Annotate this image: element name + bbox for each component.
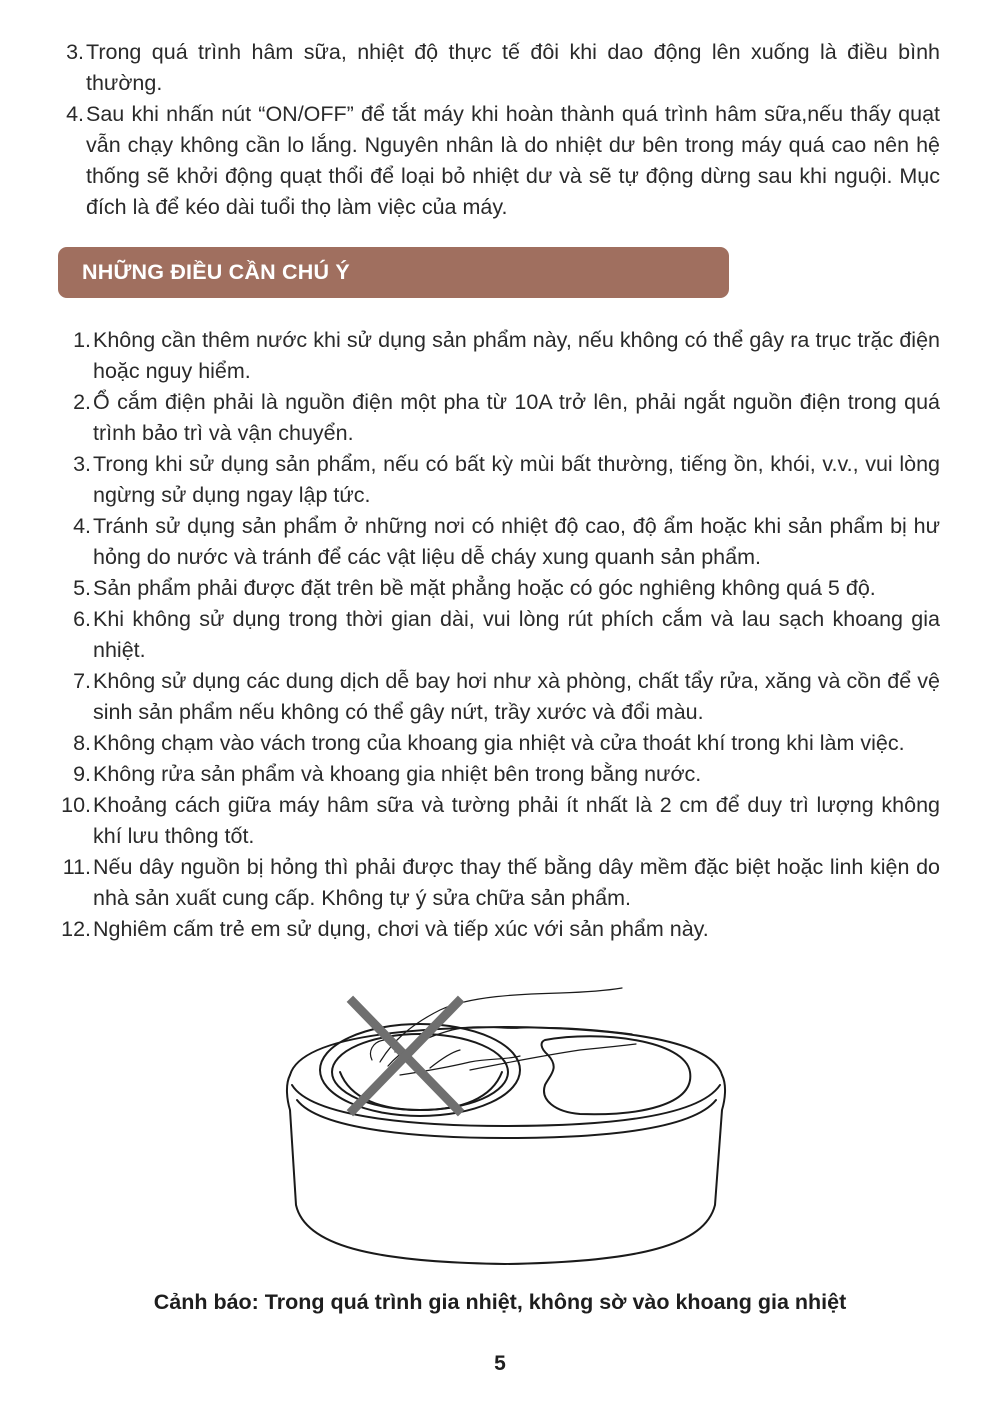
item-number: 4. xyxy=(66,102,84,126)
item-number: 12. xyxy=(61,917,91,941)
item-number: 9. xyxy=(73,762,91,786)
list-item xyxy=(0,666,1000,728)
item-number: 5. xyxy=(73,576,91,600)
item-number: 4. xyxy=(73,514,91,538)
item-number: 10. xyxy=(61,793,91,817)
item-text: Khoảng cách giữa máy hâm sữa và tường phải ít nhất là 2 cm để duy trì lượng không khí lưu thông tốt. xyxy=(93,793,940,848)
list-item xyxy=(0,37,1000,99)
item-number: 11. xyxy=(62,855,91,879)
list-item xyxy=(0,511,1000,573)
no-touch-heating-chamber-icon xyxy=(270,985,740,1275)
list-item xyxy=(0,325,1000,387)
list-item xyxy=(0,852,1000,914)
item-text: Sản phẩm phải được đặt trên bề mặt phẳng hoặc có góc nghiêng không quá 5 độ. xyxy=(93,576,876,600)
item-text: Không sử dụng các dung dịch dễ bay hơi như xà phòng, chất tẩy rửa, xăng và cồn để vệ sinh sản phẩm nếu không có thể gây nứt, trầy xước và đổi màu. xyxy=(93,669,940,724)
continued-instructions-list xyxy=(0,37,1000,223)
list-item xyxy=(0,99,1000,223)
item-text: Trong quá trình hâm sữa, nhiệt độ thực tế đôi khi dao động lên xuống là điều bình thường. xyxy=(86,40,940,95)
item-number: 1. xyxy=(73,328,91,352)
list-item xyxy=(0,387,1000,449)
list-item xyxy=(0,759,1000,790)
item-text: Không rửa sản phẩm và khoang gia nhiệt bên trong bằng nước. xyxy=(93,762,702,786)
item-number: 6. xyxy=(73,607,91,631)
item-text: Trong khi sử dụng sản phẩm, nếu có bất kỳ mùi bất thường, tiếng ồn, khói, v.v., vui lòng ngừng sử dụng ngay lập tức. xyxy=(93,452,940,507)
list-item xyxy=(0,728,1000,759)
item-number: 3. xyxy=(73,452,91,476)
item-text: Sau khi nhấn nút “ON/OFF” để tắt máy khi hoàn thành quá trình hâm sữa,nếu thấy quạt vẫn chạy không cần lo lắng. Nguyên nhân là do nhiệt dư bên trong máy quá cao nên hệ thống sẽ khởi động quạt thổi để loại bỏ nhiệt dư và sẽ tự động dừng sau khi nguội. Mục đích là để kéo dài tuổi thọ làm việc của máy. xyxy=(86,102,940,219)
item-text: Ổ cắm điện phải là nguồn điện một pha từ 10A trở lên, phải ngắt nguồn điện trong quá trình bảo trì và vận chuyển. xyxy=(93,390,940,445)
list-item xyxy=(0,914,1000,945)
item-text: Tránh sử dụng sản phẩm ở những nơi có nhiệt độ cao, độ ẩm hoặc khi sản phẩm bị hư hỏng do nước và tránh để các vật liệu dễ cháy xung quanh sản phẩm. xyxy=(93,514,940,569)
warning-caption: Cảnh báo: Trong quá trình gia nhiệt, không sờ vào khoang gia nhiệt xyxy=(153,1290,847,1314)
precautions-list xyxy=(0,325,1000,945)
page-number: 5 xyxy=(494,1352,506,1375)
item-number: 3. xyxy=(66,40,84,64)
section-title: NHỮNG ĐIỀU CẦN CHÚ Ý xyxy=(82,260,350,284)
list-item xyxy=(0,449,1000,511)
item-text: Không cần thêm nước khi sử dụng sản phẩm này, nếu không có thể gây ra trục trặc điện hoặc nguy hiểm. xyxy=(93,328,940,383)
list-item xyxy=(0,790,1000,852)
item-number: 2. xyxy=(73,390,91,414)
item-number: 8. xyxy=(73,731,91,755)
item-text: Nghiêm cấm trẻ em sử dụng, chơi và tiếp xúc với sản phẩm này. xyxy=(93,917,709,941)
list-item xyxy=(0,604,1000,666)
item-text: Khi không sử dụng trong thời gian dài, vui lòng rút phích cắm và lau sạch khoang gia nhiệt. xyxy=(93,607,940,662)
item-number: 7. xyxy=(73,669,91,693)
list-item xyxy=(0,573,1000,604)
item-text: Nếu dây nguồn bị hỏng thì phải được thay thế bằng dây mềm đặc biệt hoặc linh kiện do nhà sản xuất cung cấp. Không tự ý sửa chữa sản phẩm. xyxy=(93,855,940,910)
item-text: Không chạm vào vách trong của khoang gia nhiệt và cửa thoát khí trong khi làm việc. xyxy=(93,731,905,755)
section-header xyxy=(58,247,729,298)
